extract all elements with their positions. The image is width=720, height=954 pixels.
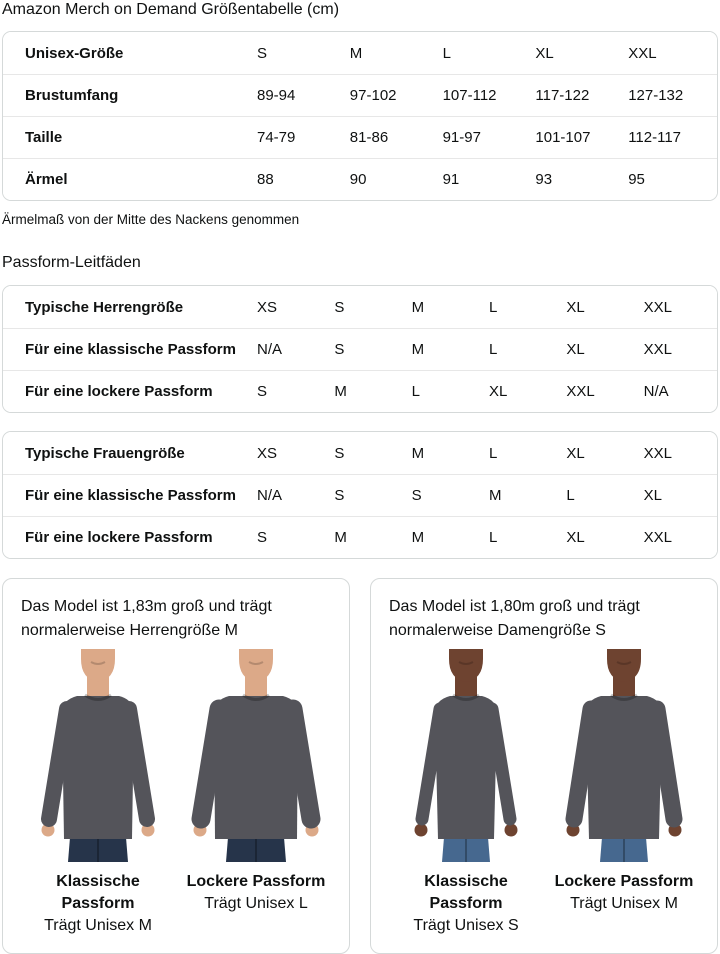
female-model-loose-fit-photo xyxy=(549,649,699,862)
table-row xyxy=(3,370,717,412)
value-cell: N/A xyxy=(643,383,669,400)
value-cell: 91-97 xyxy=(442,129,481,146)
value-cell: S xyxy=(334,444,345,462)
value-cell: 127-132 xyxy=(628,87,684,104)
value-cell: 101-107 xyxy=(535,129,591,146)
male-model-loose-fit-photo xyxy=(181,649,331,862)
value-cell: L xyxy=(411,383,420,400)
model-photos xyxy=(19,649,335,937)
loose-fit-column xyxy=(545,649,703,937)
value-cell: XXL xyxy=(566,383,595,400)
value-cell: L xyxy=(566,487,575,504)
wears-label: Trägt Unisex M xyxy=(570,895,678,912)
fit-label: Klassische Passform xyxy=(56,873,140,912)
classic-fit-column xyxy=(19,649,177,937)
value-cell: L xyxy=(488,298,498,316)
table-row xyxy=(3,432,717,474)
loose-fit-column xyxy=(177,649,335,937)
row-label: Für eine klassische Passform xyxy=(25,341,236,358)
table-row xyxy=(3,158,717,200)
value-cell: M xyxy=(334,529,347,546)
table-row xyxy=(3,116,717,158)
size-header-cell: XXL xyxy=(628,44,657,62)
fit-label: Lockere Passform xyxy=(186,873,326,890)
page-title: Amazon Merch on Demand Größentabelle (cm) xyxy=(2,1,340,18)
value-cell: XS xyxy=(257,444,278,462)
size-header-cell: L xyxy=(442,44,451,62)
value-cell: 97-102 xyxy=(349,87,397,104)
size-header-cell: M xyxy=(349,44,363,62)
size-header-cell: XL xyxy=(535,44,554,62)
sleeve-measure-note: Ärmelmaß von der Mitte des Nackens genommen xyxy=(2,212,300,227)
row-label: Für eine lockere Passform xyxy=(25,383,213,400)
unisex-size-table xyxy=(2,31,718,201)
value-cell: XXL xyxy=(643,444,672,462)
value-cell: XL xyxy=(488,383,508,400)
fit-label: Lockere Passform xyxy=(554,873,694,890)
value-cell: M xyxy=(488,487,502,504)
male-model-classic-fit-photo xyxy=(23,649,173,862)
row-label: Typische Frauengröße xyxy=(25,444,185,462)
value-cell: XL xyxy=(566,298,585,316)
wears-label: Trägt Unisex S xyxy=(413,917,519,934)
table-row xyxy=(3,474,717,516)
model-description: Das Model ist 1,80m groß und trägt normalerweise Damengröße S xyxy=(389,598,640,639)
value-cell: S xyxy=(411,487,422,504)
table-row xyxy=(3,516,717,558)
model-cards xyxy=(2,578,718,954)
value-cell: XL xyxy=(566,444,585,462)
model-description: Das Model ist 1,83m groß und trägt normalerweise Herrengröße M xyxy=(21,598,272,639)
wears-label: Trägt Unisex M xyxy=(44,917,152,934)
value-cell: L xyxy=(488,529,498,546)
table-row xyxy=(3,286,717,328)
value-cell: N/A xyxy=(257,341,283,358)
value-cell: N/A xyxy=(257,487,283,504)
value-cell: 91 xyxy=(442,171,460,188)
value-cell: S xyxy=(257,529,268,546)
value-cell: S xyxy=(334,341,345,358)
value-cell: L xyxy=(488,341,498,358)
row-label: Typische Herrengröße xyxy=(25,298,184,316)
value-cell: XXL xyxy=(643,529,672,546)
value-cell: S xyxy=(334,298,345,316)
womens-model-card xyxy=(370,578,718,954)
value-cell: XS xyxy=(257,298,278,316)
value-cell: XXL xyxy=(643,341,672,358)
row-label: Für eine lockere Passform xyxy=(25,529,213,546)
value-cell: 107-112 xyxy=(442,87,497,104)
value-cell: 95 xyxy=(628,171,645,188)
value-cell: XL xyxy=(643,487,662,504)
row-label: Brustumfang xyxy=(25,87,119,104)
value-cell: 88 xyxy=(257,171,274,188)
row-label: Für eine klassische Passform xyxy=(25,487,236,504)
row-label: Taille xyxy=(25,129,63,146)
mens-model-card xyxy=(2,578,350,954)
model-photos xyxy=(387,649,703,937)
fit-label: Klassische Passform xyxy=(424,873,508,912)
value-cell: 112-117 xyxy=(628,129,682,146)
table-row xyxy=(3,328,717,370)
value-cell: S xyxy=(334,487,345,504)
size-header-cell: S xyxy=(257,44,268,62)
value-cell: XL xyxy=(566,341,585,358)
value-cell: 117-122 xyxy=(535,87,590,104)
value-cell: 74-79 xyxy=(257,129,296,146)
womens-fit-table xyxy=(2,431,718,559)
table-row xyxy=(3,32,717,74)
classic-fit-column xyxy=(387,649,545,937)
wears-label: Trägt Unisex L xyxy=(204,895,308,912)
row-label: Ärmel xyxy=(25,171,68,188)
mens-fit-table xyxy=(2,285,718,413)
value-cell: L xyxy=(488,444,498,462)
value-cell: 93 xyxy=(535,171,553,188)
value-cell: S xyxy=(257,383,268,400)
value-cell: XL xyxy=(566,529,585,546)
value-cell: M xyxy=(411,341,425,358)
value-cell: 81-86 xyxy=(349,129,389,146)
female-model-classic-fit-photo xyxy=(391,649,541,862)
value-cell: M xyxy=(411,529,425,546)
value-cell: 90 xyxy=(349,171,367,188)
fit-guides-heading: Passform-Leitfäden xyxy=(2,254,141,271)
table-row xyxy=(3,74,717,116)
value-cell: XXL xyxy=(643,298,672,316)
value-cell: M xyxy=(411,298,425,316)
value-cell: M xyxy=(411,444,425,462)
value-cell: M xyxy=(334,383,347,400)
row-label: Unisex-Größe xyxy=(25,44,124,62)
value-cell: 89-94 xyxy=(257,87,296,104)
